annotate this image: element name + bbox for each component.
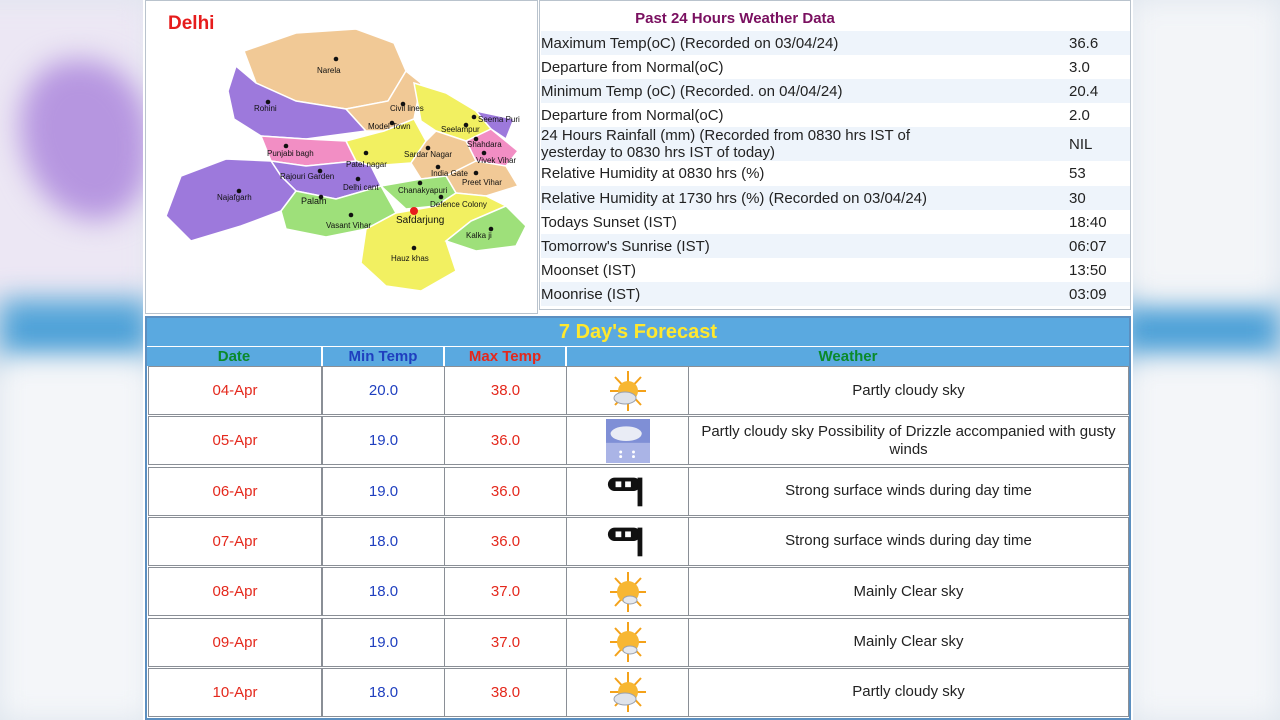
forecast-title: 7 Day's Forecast xyxy=(147,318,1129,346)
forecast-row xyxy=(148,467,1128,516)
forecast-row xyxy=(148,366,1128,415)
header-min-temp: Min Temp xyxy=(323,347,443,366)
forecast-max: 37.0 xyxy=(444,567,567,616)
map-label-model-town: Model Town xyxy=(368,122,411,131)
map-label-defence-colony: Defence Colony xyxy=(430,200,487,209)
past-row xyxy=(541,55,1130,79)
map-label-rajouri-garden: Rajouri Garden xyxy=(280,172,335,181)
past-row-value: 30 xyxy=(1069,189,1086,207)
map-label-vasant-vihar: Vasant Vihar xyxy=(326,221,372,230)
past-row-value: 2.0 xyxy=(1069,106,1090,124)
past-row-label: Relative Humidity at 1730 hrs (%) (Recorded on 03/04/24) xyxy=(541,189,928,207)
forecast-weather: Mainly Clear sky xyxy=(688,618,1129,667)
past-row-label: Maximum Temp(oC) (Recorded on 03/04/24) xyxy=(541,34,839,52)
seven-day-forecast xyxy=(145,316,1131,720)
past-row xyxy=(541,161,1130,186)
past-row xyxy=(541,210,1130,234)
past-row xyxy=(541,234,1130,258)
map-label-safdarjung: Safdarjung xyxy=(396,215,445,226)
forecast-weather: Partly cloudy sky Possibility of Drizzle accompanied with gusty winds xyxy=(688,416,1129,465)
delhi-map-panel xyxy=(145,0,538,314)
past-24-hours-panel xyxy=(539,0,1131,310)
past-row-value: 3.0 xyxy=(1069,58,1090,76)
forecast-min: 20.0 xyxy=(322,366,445,415)
map-label-seema-puri: Seema Puri xyxy=(478,115,520,124)
forecast-date: 04-Apr xyxy=(148,366,322,415)
map-label-seelampur: Seelampur xyxy=(441,125,480,134)
forecast-date: 09-Apr xyxy=(148,618,322,667)
forecast-icon-cell xyxy=(566,366,689,415)
past-row xyxy=(541,103,1130,127)
map-label-rohini: Rohini xyxy=(254,104,277,113)
forecast-min: 18.0 xyxy=(322,668,445,717)
map-label-kalka-ji: Kalka ji xyxy=(466,231,492,240)
forecast-max: 36.0 xyxy=(444,517,567,566)
forecast-max: 38.0 xyxy=(444,366,567,415)
forecast-min: 18.0 xyxy=(322,567,445,616)
past-row xyxy=(541,282,1130,306)
forecast-min: 18.0 xyxy=(322,517,445,566)
wind-icon xyxy=(606,469,650,513)
drizzle-icon xyxy=(606,419,650,463)
past-row xyxy=(541,258,1130,282)
header-max-temp: Max Temp xyxy=(445,347,565,366)
partly-cloudy-icon xyxy=(606,670,650,714)
past-row xyxy=(541,31,1130,55)
map-label-narela: Narela xyxy=(317,66,341,75)
forecast-weather: Strong surface winds during day time xyxy=(688,467,1129,516)
past-row-label: Minimum Temp (oC) (Recorded. on 04/04/24) xyxy=(541,82,843,100)
forecast-max: 36.0 xyxy=(444,467,567,516)
forecast-date: 10-Apr xyxy=(148,668,322,717)
forecast-row xyxy=(148,416,1128,465)
delhi-district-map xyxy=(146,1,537,313)
forecast-min: 19.0 xyxy=(322,416,445,465)
past-row-label: Moonrise (IST) xyxy=(541,285,641,303)
mainly-clear-icon xyxy=(606,570,650,614)
forecast-row xyxy=(148,567,1128,616)
forecast-max: 36.0 xyxy=(444,416,567,465)
past-24-title: Past 24 Hours Weather Data xyxy=(635,10,835,27)
forecast-weather: Mainly Clear sky xyxy=(688,567,1129,616)
forecast-icon-cell xyxy=(566,467,689,516)
forecast-date: 07-Apr xyxy=(148,517,322,566)
wind-icon xyxy=(606,519,650,563)
forecast-row xyxy=(148,517,1128,566)
map-label-vivek-vihar: Vivek Vihar xyxy=(476,156,517,165)
past-row-label: Moonset (IST) xyxy=(541,261,637,279)
map-label-punjabi-bagh: Punjabi bagh xyxy=(267,149,314,158)
past-row xyxy=(541,186,1130,210)
past-row-label: 24 Hours Rainfall (mm) (Recorded from 0830 hrs IST of yesterday to 0830 hrs IST of today) xyxy=(541,127,911,161)
past-row-value: 53 xyxy=(1069,165,1086,182)
past-row-value: 03:09 xyxy=(1069,285,1107,303)
forecast-row xyxy=(148,618,1128,667)
past-row-label: Tomorrow's Sunrise (IST) xyxy=(541,237,710,255)
past-row-label: Relative Humidity at 0830 hrs (%) xyxy=(541,165,765,182)
forecast-weather: Partly cloudy sky xyxy=(688,668,1129,717)
forecast-max: 37.0 xyxy=(444,618,567,667)
forecast-date: 05-Apr xyxy=(148,416,322,465)
forecast-icon-cell xyxy=(566,618,689,667)
forecast-icon-cell xyxy=(566,668,689,717)
past-row-value: 18:40 xyxy=(1069,213,1107,231)
header-weather: Weather xyxy=(567,347,1129,366)
forecast-icon-cell xyxy=(566,416,689,465)
partly-cloudy-icon xyxy=(606,369,650,413)
map-label-sardar-nagar: Sardar Nagar xyxy=(404,150,453,159)
forecast-date: 08-Apr xyxy=(148,567,322,616)
past-row-label: Departure from Normal(oC) xyxy=(541,58,724,76)
past-row xyxy=(541,79,1130,103)
forecast-row xyxy=(148,668,1128,717)
map-label-civil-lines: Civil lines xyxy=(390,104,424,113)
forecast-icon-cell xyxy=(566,517,689,566)
past-row-value: 06:07 xyxy=(1069,237,1107,255)
past-row-value: 36.6 xyxy=(1069,34,1099,52)
map-label-chanakyapuri: Chanakyapuri xyxy=(398,186,448,195)
past-row-value: 20.4 xyxy=(1069,82,1099,100)
past-row-label: Departure from Normal(oC) xyxy=(541,106,724,124)
weather-page xyxy=(143,0,1133,720)
map-label-delhi-cant: Delhi cant xyxy=(343,183,379,192)
forecast-max: 38.0 xyxy=(444,668,567,717)
map-label-shahdara: Shahdara xyxy=(467,140,502,149)
map-title: Delhi xyxy=(168,13,215,34)
map-label-palam: Palam xyxy=(301,196,327,206)
forecast-icon-cell xyxy=(566,567,689,616)
map-label-india-gate: India Gate xyxy=(431,169,468,178)
map-label-najafgarh: Najafgarh xyxy=(217,193,252,202)
map-label-preet-vihar: Preet Vihar xyxy=(462,178,502,187)
forecast-weather: Partly cloudy sky xyxy=(688,366,1129,415)
header-date: Date xyxy=(147,347,321,366)
forecast-date: 06-Apr xyxy=(148,467,322,516)
past-row xyxy=(541,127,1130,161)
mainly-clear-icon xyxy=(606,620,650,664)
map-label-hauz-khas: Hauz khas xyxy=(391,254,429,263)
forecast-min: 19.0 xyxy=(322,618,445,667)
past-row-value: 13:50 xyxy=(1069,261,1107,279)
forecast-weather: Strong surface winds during day time xyxy=(688,517,1129,566)
past-row-value: NIL xyxy=(1069,135,1093,153)
past-row-label: Todays Sunset (IST) xyxy=(541,213,677,231)
forecast-min: 19.0 xyxy=(322,467,445,516)
map-label-patel-nagar: Patel nagar xyxy=(346,160,387,169)
